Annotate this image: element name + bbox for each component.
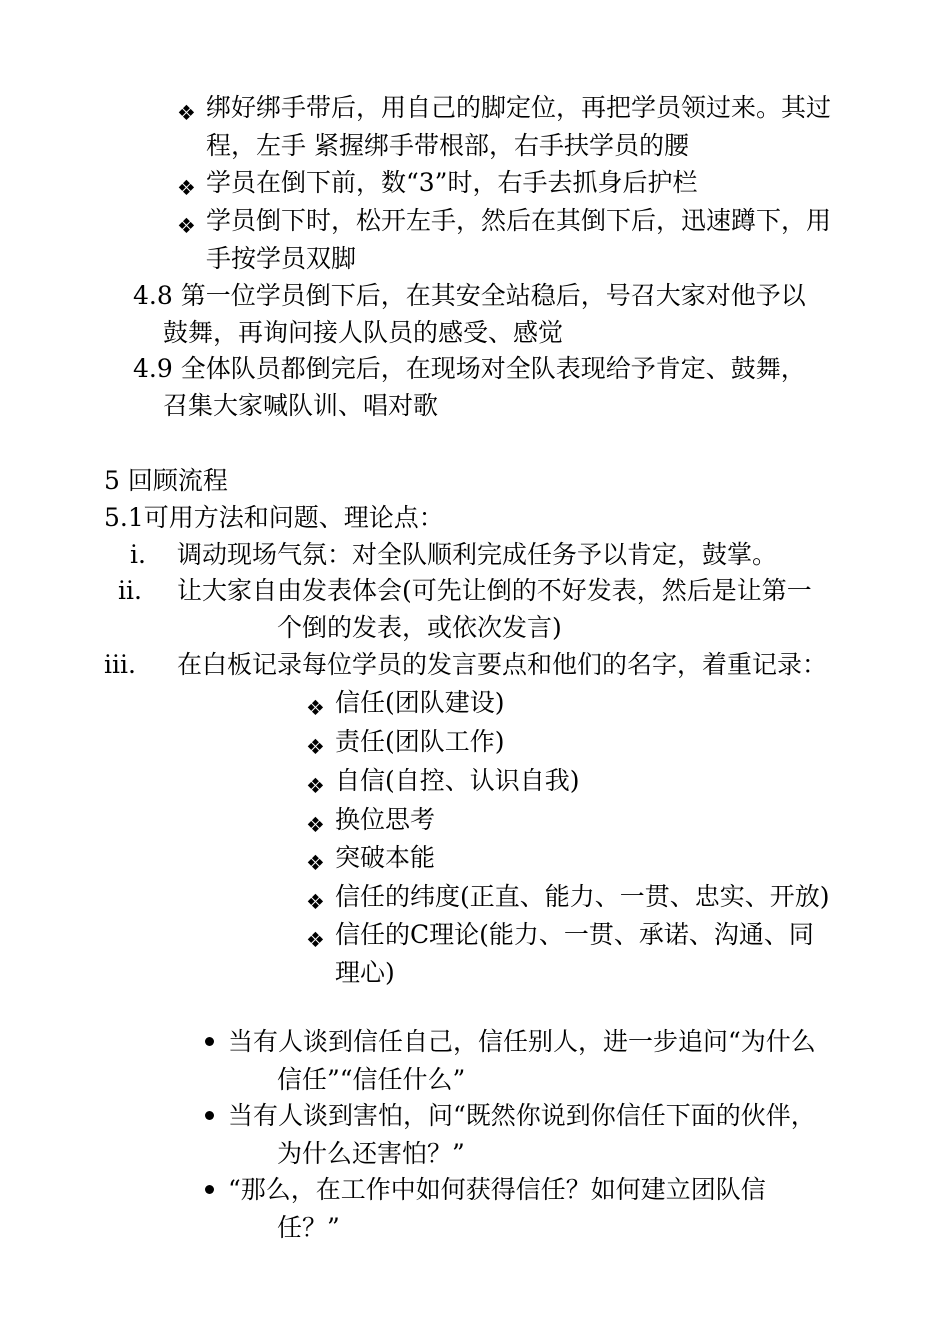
diamond-bullet-icon: ❖ [306,813,325,837]
bullet-line: 学员倒下时，松开左手，然后在其倒下后，迅速蹲下，用 [206,206,832,235]
bullet-line: 学员在倒下前，数“3”时，右手去抓身后护栏 [206,168,698,197]
subsection-title: 5.1可用方法和问题、理论点： [104,503,444,532]
roman-number: iii. [104,650,136,679]
question-line: 信任”“信任什么” [277,1065,466,1094]
record-point: 信任的C理论(能力、一贯、承诺、沟通、同 [335,920,814,949]
record-point: 理心) [335,958,395,987]
roman-item-line: 在白板记录每位学员的发言要点和他们的名字，着重记录： [177,650,828,679]
diamond-bullet-icon: ❖ [306,696,325,720]
step-line: 4.8 第一位学员倒下后，在其安全站稳后，号召大家对他予以 [133,281,806,310]
step-line: 4.9 全体队员都倒完后，在现场对全队表现给予肯定、鼓舞， [133,354,806,383]
diamond-bullet-icon: ❖ [177,214,196,238]
question-line: 当有人谈到害怕，问“既然你说到你信任下面的伙伴， [228,1101,816,1130]
dot-bullet-icon [205,1185,214,1194]
roman-item-line: 个倒的发表，或依次发言) [277,613,562,642]
diamond-bullet-icon: ❖ [177,176,196,200]
bullet-line: 手按学员双脚 [206,244,357,273]
question-line: 当有人谈到信任自己，信任别人，进一步追问“为什么 [228,1027,816,1056]
diamond-bullet-icon: ❖ [306,774,325,798]
roman-number: i. [130,540,146,569]
question-line: 为什么还害怕？” [277,1139,465,1168]
dot-bullet-icon [205,1111,214,1120]
diamond-bullet-icon: ❖ [306,928,325,952]
question-line: “那么，在工作中如何获得信任？如何建立团队信 [228,1175,766,1204]
record-point: 突破本能 [335,843,436,872]
record-point: 换位思考 [335,805,436,834]
question-line: 任？” [277,1213,340,1242]
bullet-line: 程，左手 紧握绑手带根部，右手扶学员的腰 [206,131,689,160]
diamond-bullet-icon: ❖ [306,735,325,759]
record-point: 自信(自控、认识自我) [335,766,580,795]
dot-bullet-icon [205,1037,214,1046]
diamond-bullet-icon: ❖ [177,101,196,125]
section-title: 5 回顾流程 [104,466,228,495]
diamond-bullet-icon: ❖ [306,851,325,875]
record-point: 责任(团队工作) [335,727,505,756]
roman-item-line: 让大家自由发表体会(可先让倒的不好发表，然后是让第一 [177,576,812,605]
diamond-bullet-icon: ❖ [306,890,325,914]
step-line: 鼓舞，再询问接人队员的感受、感觉 [163,318,564,347]
record-point: 信任的纬度(正直、能力、一贯、忠实、开放) [335,882,830,911]
record-point: 信任(团队建设) [335,688,505,717]
step-line: 召集大家喊队训、唱对歌 [163,391,439,420]
roman-item-line: 调动现场气氛：对全队顺利完成任务予以肯定，鼓掌。 [177,540,778,569]
roman-number: ii. [118,576,142,605]
bullet-line: 绑好绑手带后，用自己的脚定位，再把学员领过来。其过 [206,93,832,122]
